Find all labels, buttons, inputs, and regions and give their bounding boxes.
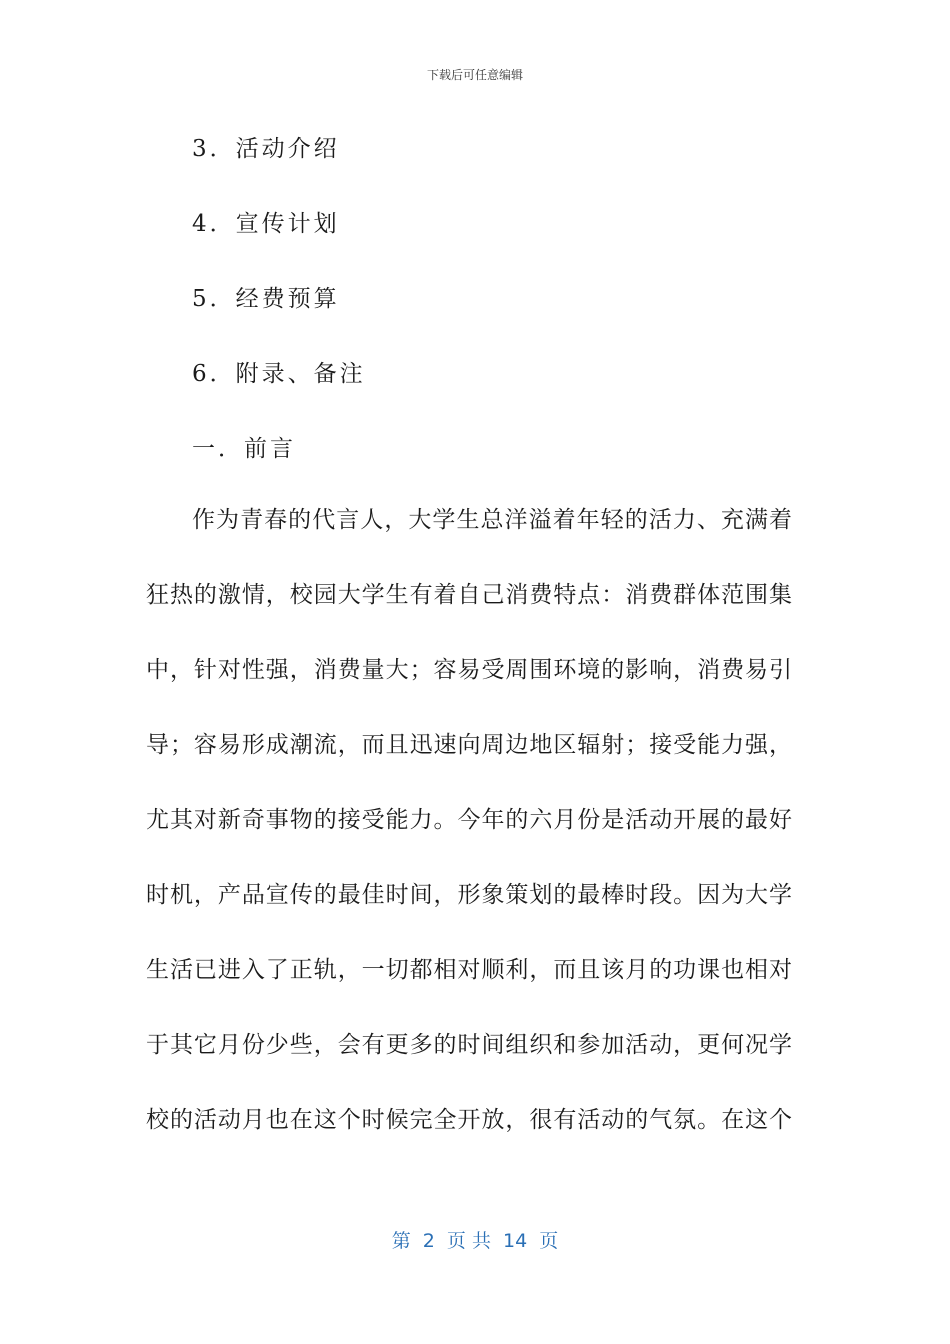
section-heading-preface: 一．前言 <box>192 436 296 462</box>
body-line: 作为青春的代言人，大学生总洋溢着年轻的活力、充满着 <box>192 507 792 533</box>
toc-item-4: 4．宣传计划 <box>192 211 340 237</box>
body-line: 时机，产品宣传的最佳时间，形象策划的最棒时段。因为大学 <box>146 882 792 908</box>
toc-item-3: 3．活动介绍 <box>192 136 340 162</box>
toc-item-6: 6．附录、备注 <box>192 361 366 387</box>
body-line: 校的活动月也在这个时候完全开放，很有活动的气氛。在这个 <box>146 1107 792 1133</box>
body-line: 导；容易形成潮流，而且迅速向周边地区辐射；接受能力强， <box>146 732 792 758</box>
body-line: 尤其对新奇事物的接受能力。今年的六月份是活动开展的最好 <box>146 807 792 833</box>
page-number-footer: 第 2 页 共 14 页 <box>391 1230 559 1252</box>
body-line: 于其它月份少些，会有更多的时间组织和参加活动，更何况学 <box>146 1032 792 1058</box>
page-header-note: 下载后可任意编辑 <box>426 68 523 82</box>
toc-item-5: 5．经费预算 <box>192 286 340 312</box>
body-line: 生活已进入了正轨，一切都相对顺利，而且该月的功课也相对 <box>146 957 792 983</box>
body-line: 狂热的激情，校园大学生有着自己消费特点：消费群体范围集 <box>146 582 792 608</box>
body-line: 中，针对性强，消费量大；容易受周围环境的影响，消费易引 <box>146 657 792 683</box>
